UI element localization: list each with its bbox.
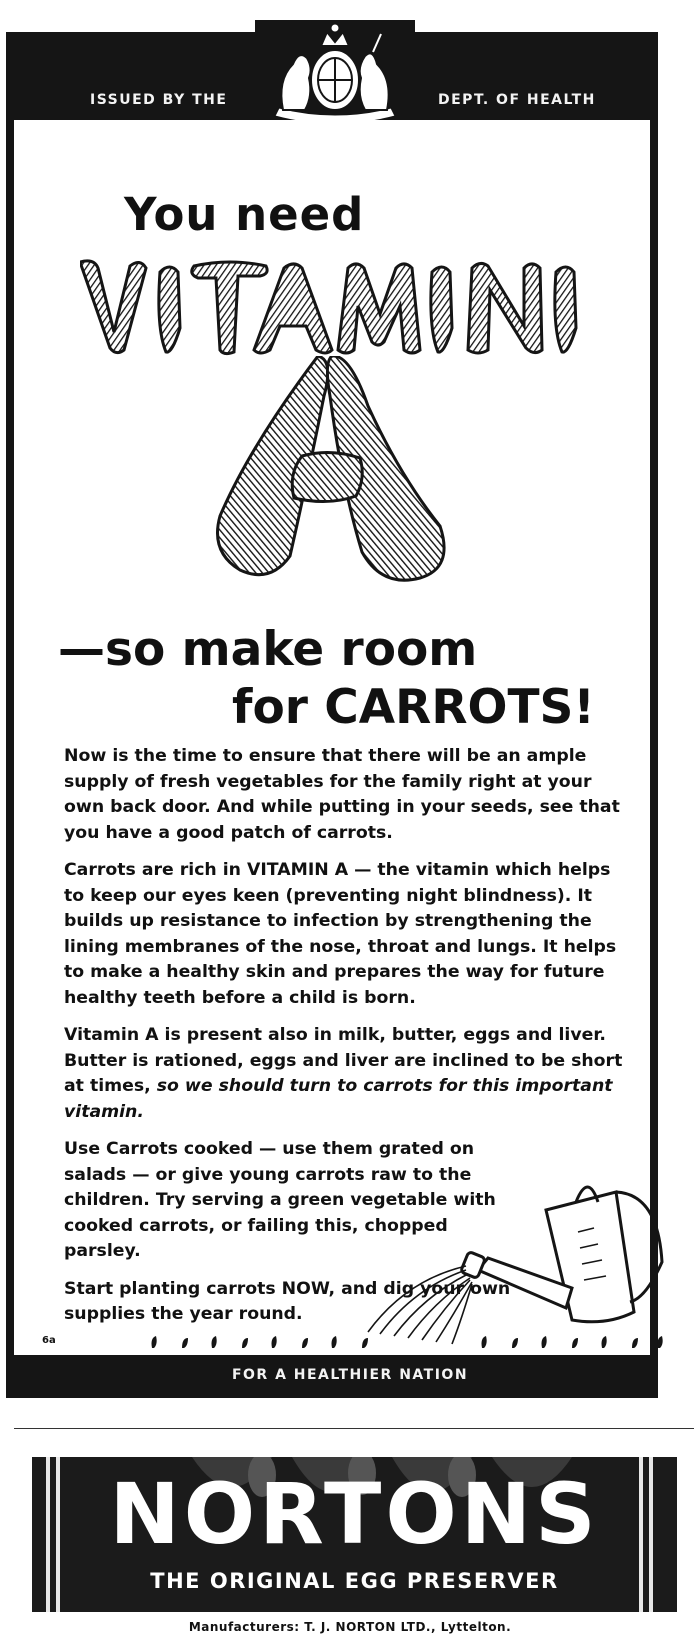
paragraph-3-plain: Vitamin A is present also in milk, butter, eggs and liver. Butter is rationed, eggs and liver are inclined to be short at times, <box>64 1025 623 1096</box>
paragraph-3-italic: so we should turn to carrots for this important vitamin. <box>64 1076 613 1122</box>
paragraph-5: Start planting carrots NOW, and dig your own supplies the year round. <box>64 1278 511 1324</box>
divider-rule <box>14 1428 694 1429</box>
vitamin-carrot-lettering <box>80 258 610 358</box>
nortons-tagline: THE ORIGINAL EGG PRESERVER <box>150 1569 559 1593</box>
footer-slogan: FOR A HEALTHIER NATION <box>231 1367 469 1383</box>
dept-of-health-label: DEPT. OF HEALTH <box>438 92 596 108</box>
nortons-advert <box>32 1457 677 1612</box>
subhead-make-room: —so make room <box>58 622 478 677</box>
subhead-for-carrots: for CARROTS! <box>232 680 595 735</box>
reference-code: 6a <box>42 1335 56 1346</box>
royal-coat-of-arms-icon <box>255 20 415 124</box>
watering-can-icon <box>366 1162 666 1352</box>
issued-by-label: ISSUED BY THE <box>90 92 228 108</box>
paragraph-1: Now is the time to ensure that there will be an ample supply of fresh vegetables for the family right at your own back door. And while putting in your seeds, see that you have a good patch of carrots. <box>64 746 620 843</box>
letter-a-carrots-illustration <box>210 356 480 606</box>
seedling-row-icon <box>148 1328 668 1350</box>
paragraph-4: Use Carrots cooked — use them grated on salads — or give young carrots raw to the children. Try serving a green vegetable with cooked carrots, or failing this, chopped parsley. <box>64 1139 496 1261</box>
manufacturer-line: Manufacturers: T. J. NORTON LTD., Lyttelton. <box>188 1620 512 1634</box>
nortons-brand: NORTONS <box>109 1465 600 1563</box>
headline-you-need: You need <box>124 188 365 241</box>
paragraph-3 <box>64 1023 624 1125</box>
paragraph-2: Carrots are rich in VITAMIN A — the vitamin which helps to keep our eyes keen (preventing night blindness). It builds up resistance to infection by strengthening the lining membranes of the nose, throat and lungs. It helps to make a healthy skin and prepares the way for future healthy teeth before a child is born. <box>64 860 617 1008</box>
